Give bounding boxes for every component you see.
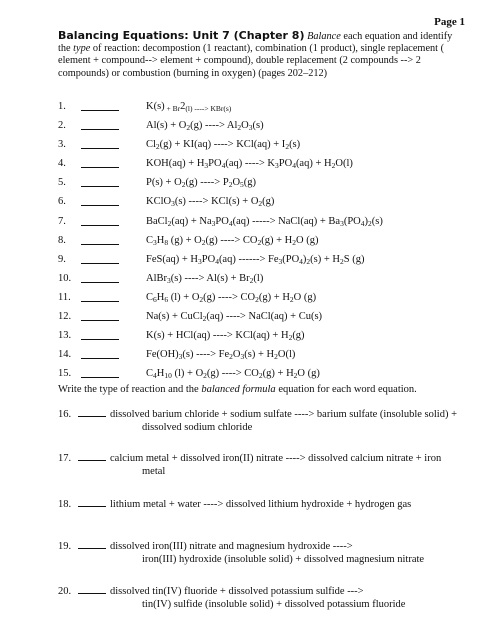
chemical-equation: Na(s) + CuCl$_2$(aq) ----> NaCl(aq) + Cu(s) bbox=[146, 311, 323, 324]
word-equation-continuation: tin(IV) sulfide (insoluble solid) + dissolved potassium fluoride bbox=[142, 598, 406, 610]
equation-number: 11. bbox=[58, 291, 71, 303]
instructions-emphasis: balanced formula bbox=[201, 384, 276, 395]
intro-paragraph bbox=[58, 30, 465, 80]
reaction-type-blank[interactable] bbox=[81, 225, 119, 226]
equation-row bbox=[58, 269, 465, 288]
word-equation-item bbox=[58, 451, 465, 478]
instructions-before: Write the type of reaction and the bbox=[58, 384, 199, 395]
reaction-type-blank[interactable] bbox=[81, 186, 119, 187]
worksheet-title: Balancing Equations: Unit 7 (Chapter 8) bbox=[58, 29, 305, 42]
chemical-equation: $C_6H_6$ $(l) + O_2(g)$ ----> $CO_2(g) + H_2O$ (g) bbox=[146, 291, 317, 304]
word-equation-instructions bbox=[58, 384, 465, 395]
word-equation-number: 19. bbox=[58, 541, 72, 552]
equation-row bbox=[58, 135, 465, 154]
reaction-type-blank[interactable] bbox=[78, 451, 106, 461]
reaction-type-blank[interactable] bbox=[81, 167, 119, 168]
reaction-type-blank[interactable] bbox=[81, 377, 119, 378]
equation-number: 4. bbox=[58, 158, 66, 170]
word-equation-text: lithium metal + water ----> dissolved lithium hydroxide + hydrogen gas bbox=[110, 499, 412, 510]
chemical-equation: $Cl_2(g) + KI(aq)$ ----> $KCl(aq) + I_2(s)$ bbox=[146, 139, 301, 152]
instructions-after: equation for each word equation. bbox=[278, 384, 417, 395]
chemical-equation: $C_3H_8$ $(g) + O_2(g)$ ----> $CO_2(g) + H_2O$ (g) bbox=[146, 234, 319, 247]
intro-lead: each equation and identify the bbox=[58, 31, 453, 55]
equation-number: 5. bbox=[58, 177, 66, 189]
equation-row bbox=[58, 326, 465, 345]
reaction-type-blank[interactable] bbox=[78, 539, 106, 549]
equation-row bbox=[58, 250, 465, 269]
chemical-equation: K(s) $_{+ Br}2_{(l) ----> KBr(s)}$ bbox=[146, 101, 232, 113]
word-equation-text: calcium metal + dissolved iron(II) nitrate ----> dissolved calcium nitrate + iron bbox=[110, 453, 442, 464]
equation-number: 14. bbox=[58, 349, 72, 361]
word-equation-number: 20. bbox=[58, 586, 72, 597]
page-number: Page 1 bbox=[434, 16, 465, 28]
intro-of: of bbox=[92, 43, 102, 55]
reaction-type-blank[interactable] bbox=[81, 129, 119, 130]
word-equation-text: dissolved tin(IV) fluoride + dissolved potassium sulfide ---> bbox=[110, 586, 364, 597]
equation-row bbox=[58, 364, 465, 383]
equation-row bbox=[58, 154, 465, 173]
equation-number: 6. bbox=[58, 196, 66, 208]
equation-row bbox=[58, 307, 465, 326]
reaction-type-blank[interactable] bbox=[81, 301, 119, 302]
equation-number: 1. bbox=[58, 101, 66, 112]
equation-list bbox=[58, 97, 465, 383]
word-equation-text: dissolved barium chloride + sodium sulfate ----> barium sulfate (insoluble solid) + bbox=[110, 409, 457, 420]
chemical-equation: $Al(s) + O_2(g)$ ----> $Al_2O_3(s)$ bbox=[146, 120, 264, 133]
word-equation-text: dissolved iron(III) nitrate and magnesium hydroxide ----> bbox=[110, 541, 353, 552]
chemical-equation: BaCl$_2$(aq) + $Na_3PO_4(aq)$ -----> NaCl(aq) + $Ba_3(PO_4)_2(s)$ bbox=[146, 215, 383, 228]
reaction-type-blank[interactable] bbox=[81, 244, 119, 245]
equation-number: 13. bbox=[58, 330, 72, 342]
word-equation-number: 16. bbox=[58, 409, 72, 420]
chemical-equation: AlBr$_3$(s) ----> $Al(s) + Br_2(l)$ bbox=[146, 272, 264, 285]
reaction-type-blank[interactable] bbox=[81, 358, 119, 359]
equation-row bbox=[58, 231, 465, 250]
chemical-equation: K(s) + HCl(aq) ----> $KCl(aq) + H_2(g)$ bbox=[146, 330, 305, 343]
intro-type-word: type bbox=[73, 43, 91, 55]
word-equation-item bbox=[58, 539, 465, 566]
chemical-equation: $KOH(aq) + H_3PO_4(aq)$ ----> $K_3PO_4(aq) + H_2O(l)$ bbox=[146, 158, 353, 171]
word-equation-item bbox=[58, 497, 465, 512]
equation-row bbox=[58, 192, 465, 211]
equation-number: 15. bbox=[58, 368, 72, 380]
reaction-type-blank[interactable] bbox=[78, 407, 106, 417]
reaction-type-blank[interactable] bbox=[81, 282, 119, 283]
intro-balance-word: Balance bbox=[307, 31, 341, 42]
equation-number: 7. bbox=[58, 215, 66, 227]
word-equation-item bbox=[58, 407, 465, 434]
intro-body: reaction: decompostion (1 reactant), combination (1 product), single replacement ( element + compound--> element + compound), double replacement (2 compounds --> 2 compounds) or combustion (burning in oxygen) (pages 202–212) bbox=[58, 43, 445, 79]
word-equation-item bbox=[58, 584, 465, 611]
reaction-type-blank[interactable] bbox=[78, 497, 106, 507]
reaction-type-blank[interactable] bbox=[81, 110, 119, 111]
reaction-type-blank[interactable] bbox=[81, 205, 119, 206]
reaction-type-blank[interactable] bbox=[81, 263, 119, 264]
chemical-equation: $FeS(aq) + H_3PO_4(aq)$ ------> $Fe_3(PO_4)_2(s) + H_2S$ (g) bbox=[146, 253, 365, 266]
equation-number: 9. bbox=[58, 253, 66, 265]
equation-row bbox=[58, 288, 465, 307]
equation-row bbox=[58, 345, 465, 364]
equation-number: 8. bbox=[58, 234, 66, 246]
equation-row bbox=[58, 173, 465, 192]
equation-number: 2. bbox=[58, 120, 66, 132]
reaction-type-blank[interactable] bbox=[81, 320, 119, 321]
chemical-equation: $P(s) + O_2(g)$ ----> $P_2O_5(g)$ bbox=[146, 177, 257, 190]
equation-number: 12. bbox=[58, 311, 72, 323]
chemical-equation: KClO$_3$(s) ----> $KCl(s) + O_2(g)$ bbox=[146, 196, 275, 209]
word-equation-continuation: iron(III) hydroxide (insoluble solid) + dissolved magnesium nitrate bbox=[142, 553, 425, 565]
word-equation-number: 18. bbox=[58, 499, 72, 510]
chemical-equation: $C_4H_{10}$ $(l) + O_2(g)$ ----> $CO_2(g) + H_2O$ (g) bbox=[146, 368, 320, 381]
equation-row bbox=[58, 97, 465, 116]
equation-number: 10. bbox=[58, 272, 72, 284]
equation-number: 3. bbox=[58, 139, 66, 151]
equation-row bbox=[58, 116, 465, 135]
equation-row bbox=[58, 212, 465, 231]
chemical-equation: $Fe(OH)_3(s)$ ----> $Fe_2O_3(s) + H_2O(l)$ bbox=[146, 349, 296, 362]
reaction-type-blank[interactable] bbox=[78, 584, 106, 594]
word-equation-number: 17. bbox=[58, 453, 72, 464]
word-equation-continuation: metal bbox=[142, 465, 166, 477]
reaction-type-blank[interactable] bbox=[81, 148, 119, 149]
word-equation-continuation: dissolved sodium chloride bbox=[142, 421, 253, 433]
reaction-type-blank[interactable] bbox=[81, 339, 119, 340]
